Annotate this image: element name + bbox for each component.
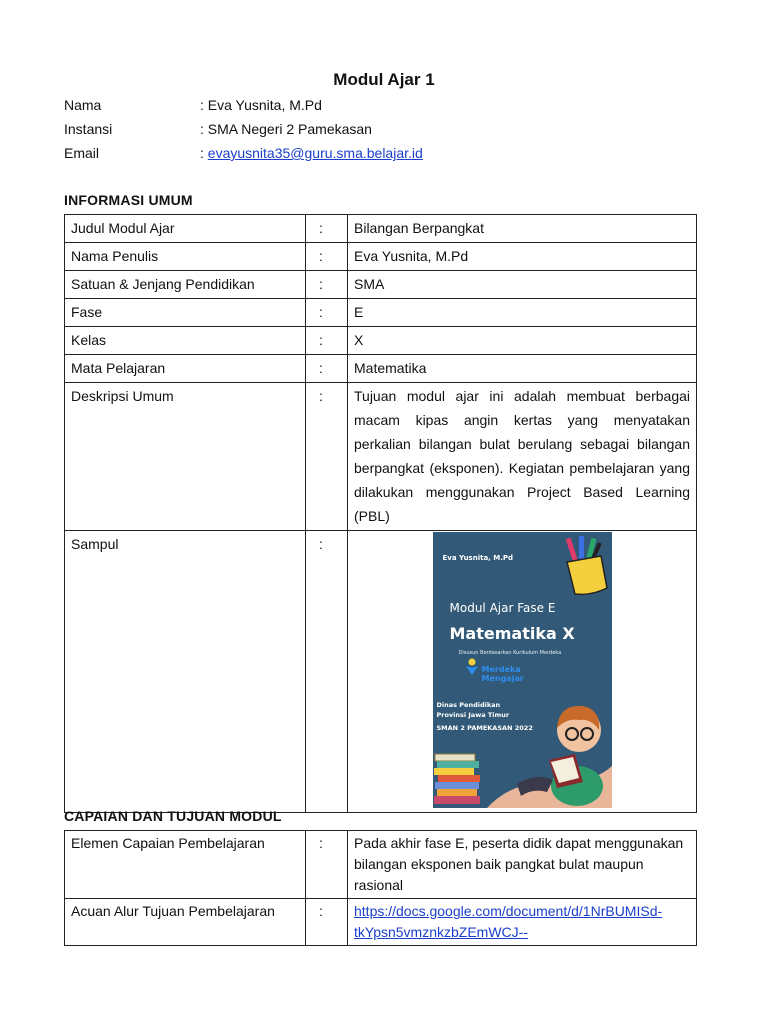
table-row [65,271,697,299]
table-row [65,243,697,271]
row-label: Elemen Capaian Pembelajaran [65,831,306,899]
book-stack-icon [433,750,483,808]
table-row [65,327,697,355]
row-value: Bilangan Berpangkat [348,215,697,243]
table-row [65,831,697,899]
row-label: Satuan & Jenjang Pendidikan [65,271,306,299]
row-label: Judul Modul Ajar [65,215,306,243]
identity-label: Email [64,145,100,161]
identity-value: : Eva Yusnita, M.Pd [200,97,322,113]
cover-caption: Disusun Berdasarkan Kurikulum Merdeka [458,650,562,656]
cover-image [433,532,612,808]
identity-value [200,145,423,161]
cover-author: Eva Yusnita, M.Pd [442,554,514,562]
cover-org-line3: SMAN 2 PAMEKASAN 2022 [436,724,533,732]
row-colon: : [306,355,348,383]
row-value: Pada akhir fase E, peserta didik dapat menggunakan bilangan eksponen baik pangkat bulat maupun rasional [348,831,697,899]
row-value: Tujuan modul ajar ini adalah membuat berbagai macam kipas angin kertas yang menyatakan perkalian bilangan bulat berulang sebagai bilangan berpangkat (eksponen). Kegiatan pembelajaran yang dilakukan menggunakan Project Based Learning (PBL) [348,383,697,531]
table-row [65,899,697,946]
cover-org-line1: Dinas Pendidikan [436,701,501,709]
table-row [65,215,697,243]
row-label: Kelas [65,327,306,355]
row-value [348,899,697,946]
pencil-cup-icon [561,536,611,598]
email-prefix: : [200,145,208,161]
table-row [65,383,697,531]
row-value-cover [348,531,697,813]
row-colon: : [306,899,348,946]
row-label: Mata Pelajaran [65,355,306,383]
table-row [65,299,697,327]
merdeka-mengajar-logo [464,658,480,676]
row-value: X [348,327,697,355]
row-value: SMA [348,271,697,299]
row-label: Fase [65,299,306,327]
row-value: Eva Yusnita, M.Pd [348,243,697,271]
identity-label: Instansi [64,121,113,137]
capaian-table [64,830,697,946]
table-row [65,355,697,383]
row-colon: : [306,299,348,327]
cover-org-line2: Provinsi Jawa Timur [436,711,510,719]
row-label: Deskripsi Umum [65,383,306,531]
row-label: Sampul [65,531,306,813]
row-colon: : [306,243,348,271]
page-title: Modul Ajar 1 [333,70,435,89]
row-colon: : [306,831,348,899]
cover-brand-line2: Mengajar [481,674,524,683]
section-title-informasi-umum: INFORMASI UMUM [64,192,193,208]
row-value: Matematika [348,355,697,383]
row-value: E [348,299,697,327]
identity-label: Nama [64,97,102,113]
table-row [65,531,697,813]
email-link[interactable]: evayusnita35@guru.sma.belajar.id [207,145,423,161]
cover-title: Matematika X [449,624,575,643]
row-colon: : [306,271,348,299]
row-label: Acuan Alur Tujuan Pembelajaran [65,899,306,946]
cover-brand-line1: Merdeka [481,665,521,674]
row-colon: : [306,215,348,243]
row-label: Nama Penulis [65,243,306,271]
row-colon: : [306,531,348,813]
document-link-line2[interactable]: tkYpsn5vmznkzbZEmWCJ-- [354,924,528,940]
row-colon: : [306,383,348,531]
cover-subtitle: Modul Ajar Fase E [449,601,556,615]
row-colon: : [306,327,348,355]
identity-value: : SMA Negeri 2 Pamekasan [200,121,372,137]
reading-child-illustration [487,688,612,808]
section-title-capaian: CAPAIAN DAN TUJUAN MODUL [64,808,282,824]
informasi-umum-table [64,214,697,813]
document-link-line1[interactable]: https://docs.google.com/document/d/1NrBUMISd- [354,903,663,919]
